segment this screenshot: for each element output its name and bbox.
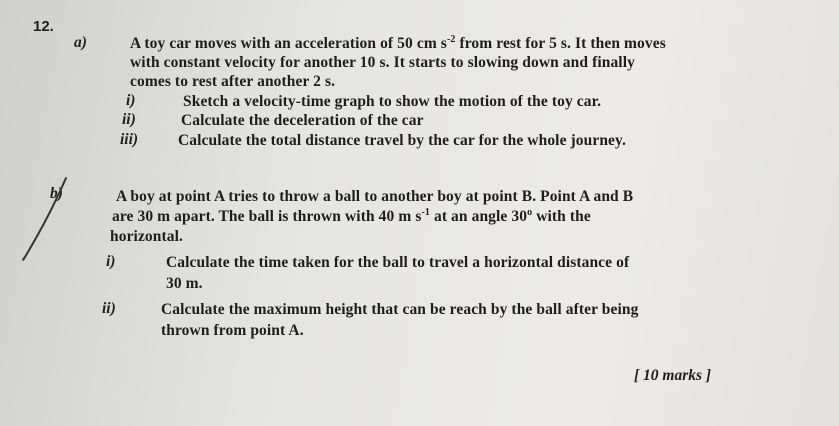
part-a-label: a) — [74, 34, 87, 51]
marks-label: [ 10 marks ] — [634, 367, 712, 384]
part-a-line-1 — [130, 35, 666, 53]
part-a-ii-label: ii) — [122, 111, 136, 128]
part-a-i-label: i) — [126, 92, 136, 109]
question-number: 12. — [33, 18, 54, 35]
part-b-i-label: i) — [106, 253, 116, 270]
part-a-i-text: Sketch a velocity-time graph to show the motion of the toy car. — [183, 93, 602, 110]
velocity-exponent: -1 — [421, 206, 430, 218]
part-b-line-1: A boy at point A tries to throw a ball to another boy at point B. Point A and B — [116, 188, 634, 205]
part-a-line-1-tail: from rest for 5 s. It then moves — [459, 35, 666, 52]
acceleration-exponent: -2 — [446, 33, 456, 45]
part-b-line-2 — [112, 208, 591, 226]
part-a-line-2: with constant velocity for another 10 s. It starts to slowing down and finally — [130, 54, 635, 71]
part-a-ii-text: Calculate the deceleration of the car — [181, 112, 424, 129]
part-b-ii-line-1: Calculate the maximum height that can be reach by the ball after being — [161, 301, 639, 318]
part-a-line-1-text: A toy car moves with an acceleration of 50 cm s — [130, 35, 447, 52]
part-b-ii-line-2: thrown from point A. — [161, 322, 304, 339]
part-b-i-line-2: 30 m. — [166, 275, 203, 292]
part-a-iii-label: iii) — [120, 131, 139, 148]
part-b-line-2-pre: are 30 m apart. The ball is thrown with 40 m s — [112, 208, 422, 225]
part-a-line-3: comes to rest after another 2 s. — [130, 73, 336, 90]
part-b-line-3: horizontal. — [110, 228, 183, 245]
degree-sign: o — [527, 206, 533, 218]
part-b-line-2-mid: at an angle 30 — [433, 208, 528, 225]
part-a-iii-text: Calculate the total distance travel by the car for the whole journey. — [178, 132, 627, 149]
part-b-label: b) — [50, 185, 63, 202]
part-b-i-line-1: Calculate the time taken for the ball to travel a horizontal distance of — [166, 254, 630, 271]
part-b-ii-label: ii) — [102, 300, 116, 317]
part-b-line-2-post: with the — [536, 208, 591, 225]
